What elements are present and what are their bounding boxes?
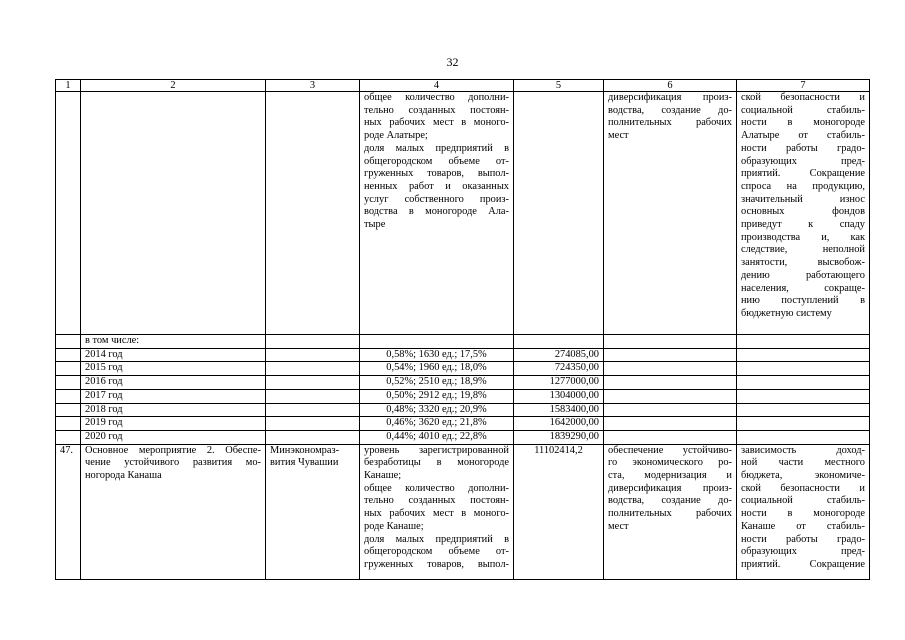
row-47-indicator: уровень зарегистрированной безработицы в моногороде Канаше; общее количество дополни- тельно созданных постоян- ных рабочих мест в моного- роде Канаше; доля малых предприятий в общегородском объеме от- груженных товаров, выпол- <box>360 444 514 579</box>
col-header-1: 1 <box>56 80 81 92</box>
row-47-result: обеспечение устойчиво- го экономического ро- ста, модернизация и диверсификация произ- водства, создание до- полнительных рабочих мест <box>604 444 737 579</box>
including-label: в том числе: <box>81 335 266 349</box>
year-row <box>56 376 870 390</box>
page-number: 32 <box>446 55 459 69</box>
including-row <box>56 335 870 349</box>
year-indicator: 0,50%; 2912 ед.; 19,8% <box>360 389 514 403</box>
row-47-number: 47. <box>56 444 81 579</box>
year-amount: 1583400,00 <box>514 403 604 417</box>
row-47-measure: Основное мероприятие 2. Обеспе- чение устойчивого развития мо- ногорода Канаша <box>81 444 266 579</box>
col-header-6: 6 <box>604 80 737 92</box>
year-amount: 1304000,00 <box>514 389 604 403</box>
cont-amount-cell <box>514 92 604 335</box>
year-row <box>56 417 870 431</box>
year-row <box>56 362 870 376</box>
cont-num-cell <box>56 92 81 335</box>
year-row <box>56 403 870 417</box>
year-indicator: 0,54%; 1960 ед.; 18,0% <box>360 362 514 376</box>
year-label: 2016 год <box>81 376 266 390</box>
year-label: 2014 год <box>81 348 266 362</box>
year-label: 2015 год <box>81 362 266 376</box>
year-indicator: 0,48%; 3320 ед.; 20,9% <box>360 403 514 417</box>
row-47-executor: Минэкономраз- вития Чувашии <box>266 444 360 579</box>
col-header-3: 3 <box>266 80 360 92</box>
cont-indicator-cell: общее количество дополни- тельно созданных постоян- ных рабочих мест в моного- роде Алатыре; доля малых предприятий в общегородском объеме от- груженных товаров, выпол- ненных работ и оказанных услуг собственного произ- водства в моногороде Ала- тыре <box>360 92 514 335</box>
cont-risk-cell: ской безопасности и социальной стабиль- ности в моногороде Алатыре от стабиль- ности работы градо- образующих пред- приятий. Сокращение спроса на продукцию, значительный износ основных фондов приведут к спаду производства и, как следствие, неполной занятости, высвобож- дению работающего населения, сокраще- нию поступлений в бюджетную систему <box>737 92 870 335</box>
col-header-4: 4 <box>360 80 514 92</box>
year-amount: 1642000,00 <box>514 417 604 431</box>
col-header-2: 2 <box>81 80 266 92</box>
year-amount: 1839290,00 <box>514 430 604 444</box>
year-indicator: 0,46%; 3620 ед.; 21,8% <box>360 417 514 431</box>
row-47-risk: зависимость доход- ной части местного бюджета, экономиче- ской безопасности и социальной стабиль- ности в моногороде Канаше от стабиль- ности работы градо- образующих пред- приятий. Сокращение <box>737 444 870 579</box>
year-label: 2018 год <box>81 403 266 417</box>
year-label: 2020 год <box>81 430 266 444</box>
year-amount: 1277000,00 <box>514 376 604 390</box>
year-row <box>56 348 870 362</box>
col-header-5: 5 <box>514 80 604 92</box>
year-label: 2019 год <box>81 417 266 431</box>
measures-table <box>55 79 870 580</box>
row-47-amount: 11102414,2 <box>514 444 604 579</box>
col-header-7: 7 <box>737 80 870 92</box>
year-label: 2017 год <box>81 389 266 403</box>
year-amount: 724350,00 <box>514 362 604 376</box>
column-number-row <box>56 80 870 92</box>
cont-executor-cell <box>266 92 360 335</box>
year-indicator: 0,52%; 2510 ед.; 18,9% <box>360 376 514 390</box>
year-amount: 274085,00 <box>514 348 604 362</box>
year-row <box>56 389 870 403</box>
continuation-row <box>56 92 870 335</box>
cont-result-cell: диверсификация произ- водства, создание до- полнительных рабочих мест <box>604 92 737 335</box>
year-indicator: 0,58%; 1630 ед.; 17,5% <box>360 348 514 362</box>
year-row <box>56 430 870 444</box>
cont-measure-cell <box>81 92 266 335</box>
year-indicator: 0,44%; 4010 ед.; 22,8% <box>360 430 514 444</box>
row-47 <box>56 444 870 579</box>
